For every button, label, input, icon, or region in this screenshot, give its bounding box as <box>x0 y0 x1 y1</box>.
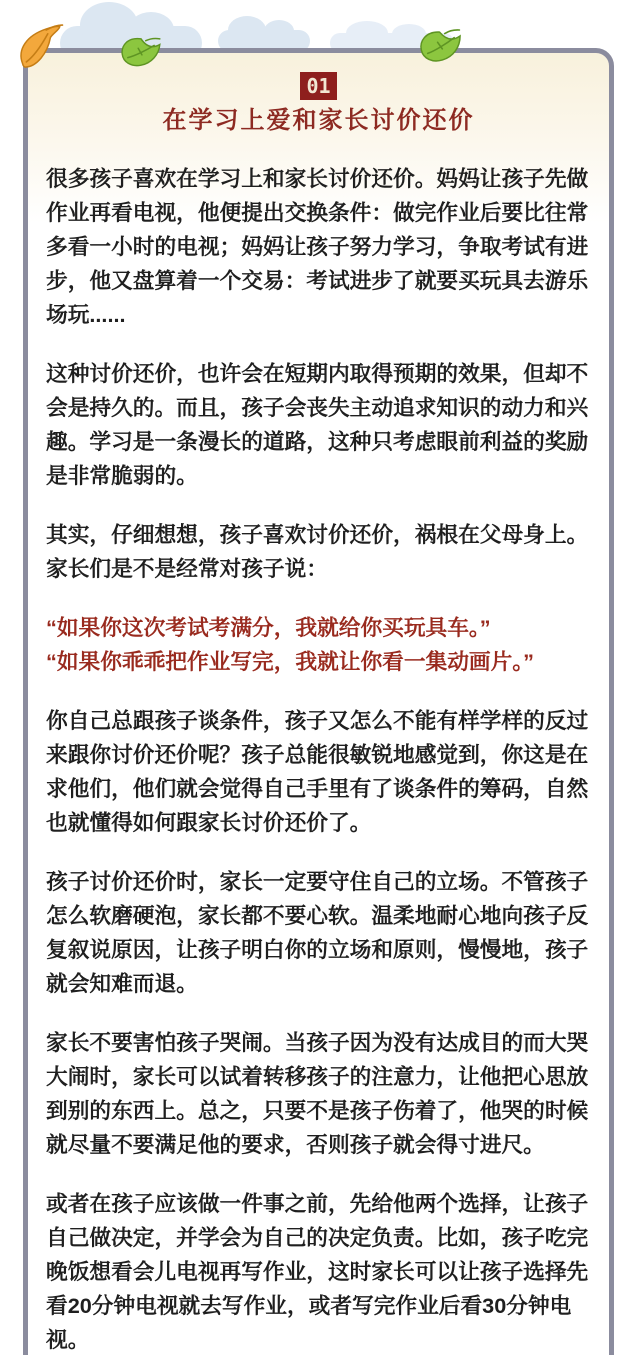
quote-line: “如果你这次考试考满分，我就给你买玩具车。” <box>46 615 491 640</box>
paragraph: 或者在孩子应该做一件事之前，先给他两个选择，让孩子自己做决定，并学会为自己的决定负责。比如，孩子吃完晚饭想看会儿电视再写作业，这时家长可以让孩子选择先看20分钟电视就去写作业，或者写完作业后看30分钟电视。 <box>46 1191 589 1352</box>
paragraph: 这种讨价还价，也许会在短期内取得预期的效果，但却不会是持久的。而且，孩子会丧失主动追求知识的动力和兴趣。学习是一条漫长的道路，这种只考虑眼前利益的奖励是非常脆弱的。 <box>46 361 589 488</box>
section-title: 在学习上爱和家长讨价还价 <box>162 107 475 134</box>
green-leaf-icon <box>116 36 166 68</box>
green-leaf-icon <box>414 26 467 65</box>
paragraph: 很多孩子喜欢在学习上和家长讨价还价。妈妈让孩子先做作业再看电视，他便提出交换条件：做完作业后要比往常多看一小时的电视；妈妈让孩子努力学习，争取考试有进步，他又盘算着一个交易：考试进步了就要买玩具去游乐场玩...... <box>46 166 589 327</box>
article-card <box>23 48 614 1355</box>
paragraph: 其实，仔细想想，孩子喜欢讨价还价，祸根在父母身上。家长们是不是经常对孩子说： <box>46 522 589 581</box>
quote-block <box>46 611 591 679</box>
paragraph: 孩子讨价还价时，家长一定要守住自己的立场。不管孩子怎么软磨硬泡，家长都不要心软。温柔地耐心地向孩子反复叙说原因，让孩子明白你的立场和原则，慢慢地，孩子就会知难而退。 <box>46 869 589 996</box>
paragraph: 你自己总跟孩子谈条件，孩子又怎么不能有样学样的反过来跟你讨价还价呢？孩子总能很敏锐地感觉到，你这是在求他们，他们就会觉得自己手里有了谈条件的筹码，自然也就懂得如何跟家长讨价还价了。 <box>46 708 589 835</box>
quote-line: “如果你乖乖把作业写完，我就让你看一集动画片。” <box>46 649 534 674</box>
article-body <box>46 162 591 1355</box>
section-number-badge: 01 <box>300 72 336 100</box>
paragraph: 家长不要害怕孩子哭闹。当孩子因为没有达成目的而大哭大闹时，家长可以试着转移孩子的注意力，让他把心思放到别的东西上。总之，只要不是孩子伤着了，他哭的时候就尽量不要满足他的要求，否则孩子就会得寸进尺。 <box>46 1030 589 1157</box>
